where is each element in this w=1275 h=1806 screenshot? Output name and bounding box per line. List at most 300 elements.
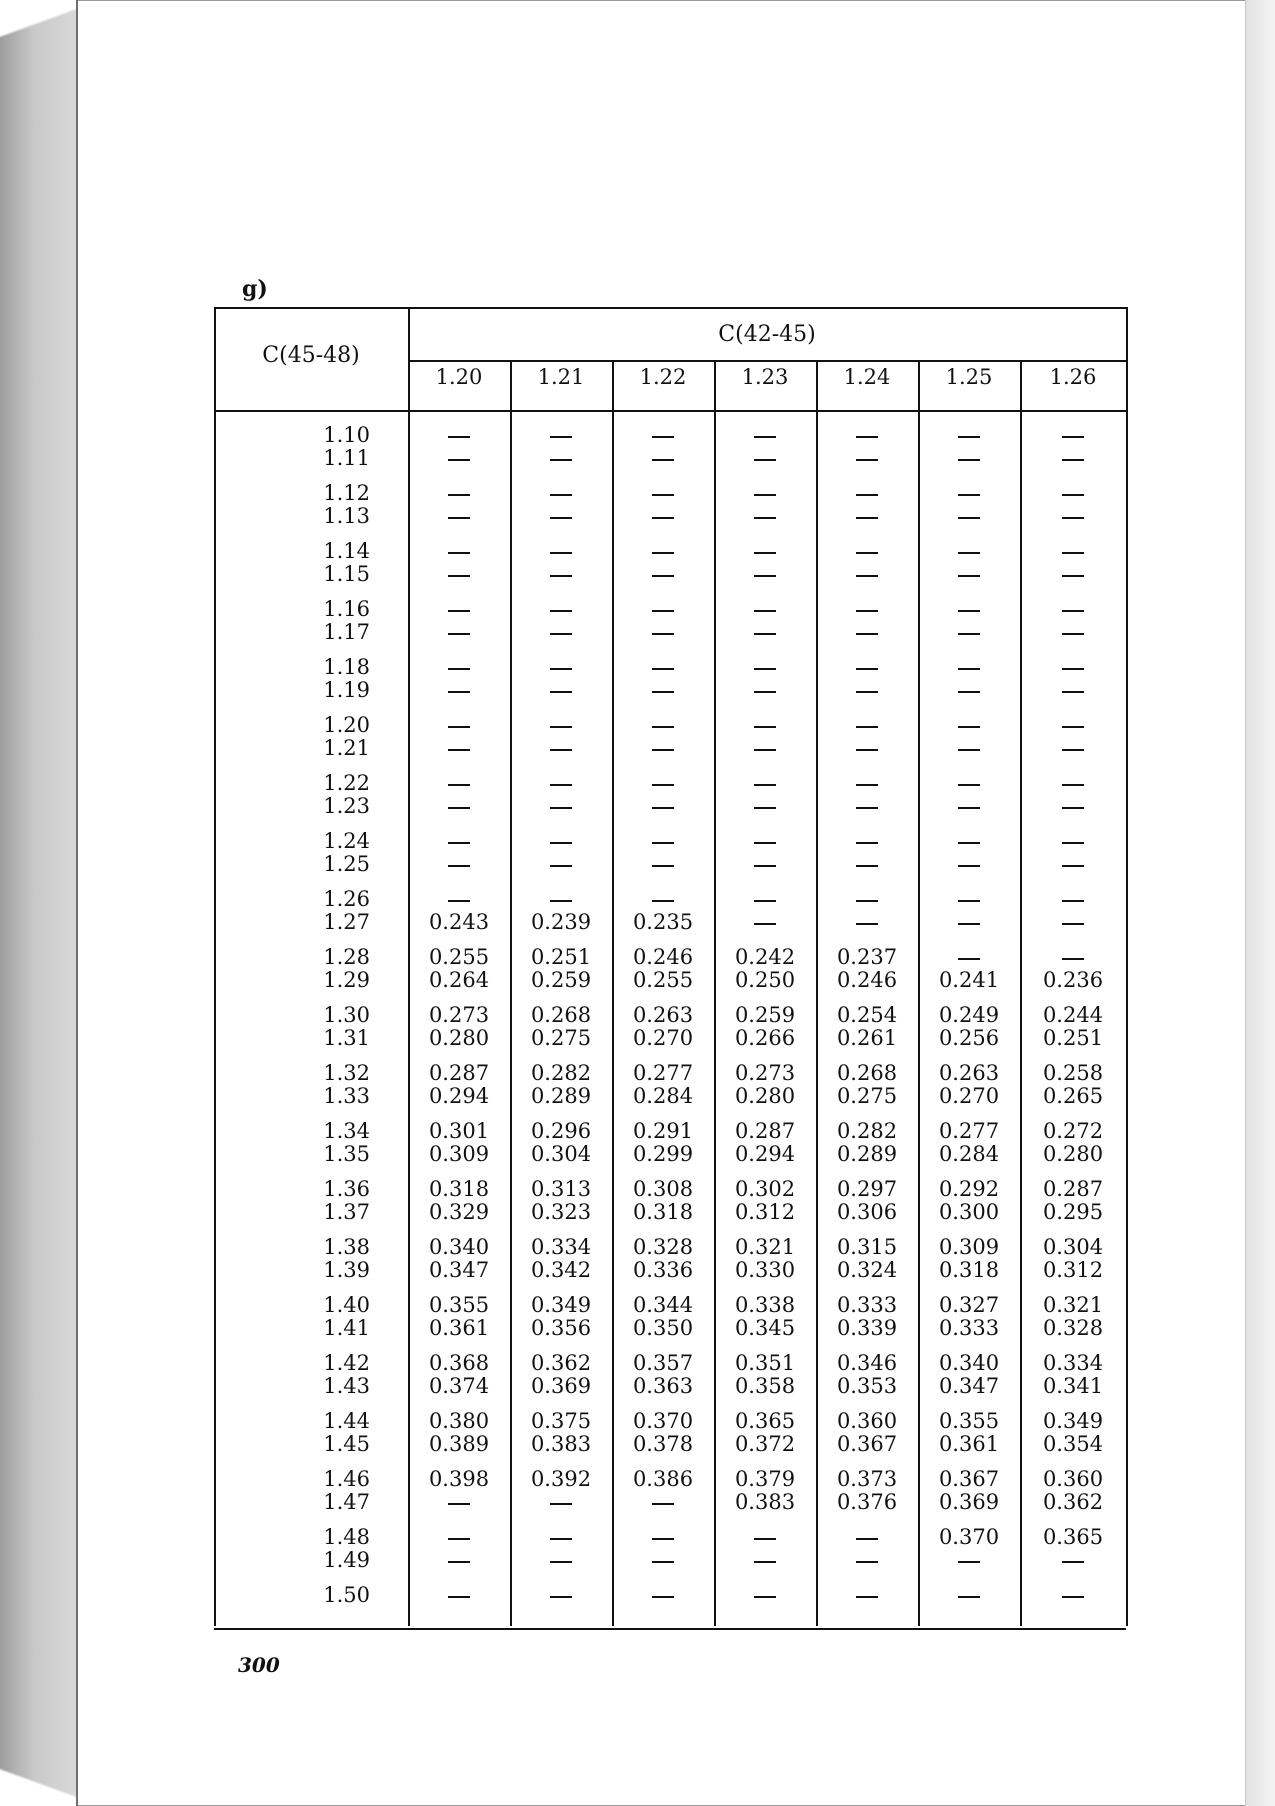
table-cell: 0.389 (428, 1432, 490, 1456)
row-label: 1.11 (323, 446, 370, 470)
table-cell (408, 714, 510, 737)
table-cell (408, 830, 510, 853)
table-cell (510, 714, 612, 737)
empty-value-dash (958, 436, 980, 438)
table-cell (816, 853, 918, 876)
empty-value-dash (754, 517, 776, 519)
table-cell: 0.259 (734, 1003, 796, 1027)
table-cell (714, 888, 816, 911)
table-cell (714, 911, 816, 934)
empty-value-dash (856, 575, 878, 577)
table-cell: 0.360 (836, 1409, 898, 1433)
empty-value-dash (448, 1503, 470, 1505)
empty-value-dash (448, 633, 470, 635)
table-cell: 0.272 (1042, 1119, 1104, 1143)
table-cell: 0.251 (530, 945, 592, 969)
table-cell (1020, 540, 1126, 563)
table-cell (918, 598, 1020, 621)
table-cell: 0.328 (1042, 1316, 1104, 1340)
empty-value-dash (958, 668, 980, 670)
table-cell (816, 772, 918, 795)
table-cell: 0.300 (938, 1200, 1000, 1224)
table-cell (918, 853, 1020, 876)
table-cell (918, 563, 1020, 586)
empty-value-dash (652, 784, 674, 786)
table-cell: 0.301 (428, 1119, 490, 1143)
spine-corner-top (0, 0, 76, 46)
table-cell (1020, 911, 1126, 934)
table-cell: 0.246 (632, 945, 694, 969)
table-cell (408, 1491, 510, 1514)
table-left-border (214, 307, 216, 1626)
table-cell: 0.370 (938, 1525, 1000, 1549)
table-cell (714, 598, 816, 621)
table-cell (1020, 853, 1126, 876)
row-label: 1.35 (323, 1142, 370, 1166)
table-cell (816, 505, 918, 528)
row-label: 1.30 (323, 1003, 370, 1027)
table-cell: 0.374 (428, 1374, 490, 1398)
table-cell: 0.263 (938, 1061, 1000, 1085)
empty-value-dash (856, 784, 878, 786)
table-cell (816, 482, 918, 505)
row-label: 1.40 (323, 1293, 370, 1317)
table-cell: 0.287 (428, 1061, 490, 1085)
empty-value-dash (652, 900, 674, 902)
table-cell (1020, 1584, 1126, 1607)
table-cell: 0.258 (1042, 1061, 1104, 1085)
table-cell (612, 598, 714, 621)
table-cell: 0.318 (938, 1258, 1000, 1282)
table-cell: 0.256 (938, 1026, 1000, 1050)
column-header: 1.23 (741, 365, 789, 389)
table-cell: 0.386 (632, 1467, 694, 1491)
table-cell: 0.291 (632, 1119, 694, 1143)
empty-value-dash (856, 691, 878, 693)
table-cell: 0.355 (428, 1293, 490, 1317)
empty-value-dash (958, 1561, 980, 1563)
column-header: 1.20 (435, 365, 483, 389)
empty-value-dash (1062, 610, 1084, 612)
table-cell: 0.369 (938, 1490, 1000, 1514)
empty-value-dash (652, 610, 674, 612)
empty-value-dash (856, 633, 878, 635)
table-cell (714, 1584, 816, 1607)
table-cell: 0.327 (938, 1293, 1000, 1317)
table-cell: 0.259 (530, 968, 592, 992)
empty-value-dash (448, 726, 470, 728)
empty-value-dash (448, 842, 470, 844)
empty-value-dash (754, 610, 776, 612)
empty-value-dash (856, 1538, 878, 1540)
row-label: 1.50 (323, 1583, 370, 1607)
table-cell (408, 424, 510, 447)
table-cell (714, 505, 816, 528)
empty-value-dash (754, 900, 776, 902)
page-edge (1245, 0, 1275, 1806)
table-cell (612, 1549, 714, 1572)
table-cell (408, 563, 510, 586)
table-cell: 0.329 (428, 1200, 490, 1224)
table-cell (612, 540, 714, 563)
table-cell (918, 830, 1020, 853)
table-cell (714, 621, 816, 644)
empty-value-dash (1062, 633, 1084, 635)
empty-value-dash (448, 517, 470, 519)
table-cell (816, 540, 918, 563)
table-cell (612, 679, 714, 702)
table-cell (816, 830, 918, 853)
table-cell (816, 424, 918, 447)
table-cell (510, 656, 612, 679)
row-label: 1.25 (323, 852, 370, 876)
table-cell: 0.284 (938, 1142, 1000, 1166)
empty-value-dash (958, 552, 980, 554)
empty-value-dash (754, 842, 776, 844)
table-cell (1020, 795, 1126, 818)
table-cell (510, 1526, 612, 1549)
row-label: 1.15 (323, 562, 370, 586)
table-cell: 0.308 (632, 1177, 694, 1201)
empty-value-dash (652, 1503, 674, 1505)
empty-value-dash (856, 865, 878, 867)
table-cell (408, 795, 510, 818)
table-cell (510, 853, 612, 876)
table-cell: 0.362 (530, 1351, 592, 1375)
table-cell (408, 1584, 510, 1607)
table-cell (510, 888, 612, 911)
table-cell: 0.358 (734, 1374, 796, 1398)
table-cell: 0.289 (530, 1084, 592, 1108)
empty-value-dash (1062, 749, 1084, 751)
row-label: 1.48 (323, 1525, 370, 1549)
table-cell: 0.383 (734, 1490, 796, 1514)
table-cell: 0.334 (1042, 1351, 1104, 1375)
table-cell (714, 679, 816, 702)
table-cell (714, 424, 816, 447)
table-cell: 0.360 (1042, 1467, 1104, 1491)
table-cell (408, 1526, 510, 1549)
empty-value-dash (754, 923, 776, 925)
empty-value-dash (958, 807, 980, 809)
empty-value-dash (856, 552, 878, 554)
empty-value-dash (754, 552, 776, 554)
row-label: 1.16 (323, 597, 370, 621)
empty-value-dash (448, 900, 470, 902)
empty-value-dash (1062, 726, 1084, 728)
table-cell: 0.265 (1042, 1084, 1104, 1108)
table-cell (510, 621, 612, 644)
table-cell: 0.270 (632, 1026, 694, 1050)
table-cell (918, 1549, 1020, 1572)
table-cell: 0.309 (428, 1142, 490, 1166)
row-variable-header: C(45-48) (262, 343, 360, 368)
empty-value-dash (958, 459, 980, 461)
table-cell: 0.246 (836, 968, 898, 992)
table-cell: 0.347 (428, 1258, 490, 1282)
table-cell: 0.362 (1042, 1490, 1104, 1514)
table-cell (918, 795, 1020, 818)
table-cell: 0.289 (836, 1142, 898, 1166)
empty-value-dash (856, 1561, 878, 1563)
row-label: 1.22 (323, 771, 370, 795)
empty-value-dash (856, 807, 878, 809)
table-cell (612, 737, 714, 760)
table-cell (816, 1549, 918, 1572)
empty-value-dash (448, 668, 470, 670)
table-cell: 0.370 (632, 1409, 694, 1433)
empty-value-dash (958, 958, 980, 960)
table-cell (816, 656, 918, 679)
table-cell (918, 540, 1020, 563)
empty-value-dash (550, 575, 572, 577)
empty-value-dash (550, 1503, 572, 1505)
empty-value-dash (448, 749, 470, 751)
table-cell: 0.336 (632, 1258, 694, 1282)
empty-value-dash (754, 575, 776, 577)
table-cell: 0.318 (632, 1200, 694, 1224)
table-cell: 0.266 (734, 1026, 796, 1050)
table-cell: 0.282 (836, 1119, 898, 1143)
table-cell: 0.237 (836, 945, 898, 969)
table-cell (816, 714, 918, 737)
table-cell (612, 424, 714, 447)
table-cell: 0.361 (938, 1432, 1000, 1456)
empty-value-dash (550, 749, 572, 751)
table-cell (510, 795, 612, 818)
table-cell (816, 621, 918, 644)
empty-value-dash (550, 1561, 572, 1563)
row-label: 1.32 (323, 1061, 370, 1085)
table-cell: 0.287 (734, 1119, 796, 1143)
table-cell (612, 563, 714, 586)
empty-value-dash (1062, 900, 1084, 902)
table-cell: 0.309 (938, 1235, 1000, 1259)
table-cell (612, 772, 714, 795)
row-label: 1.19 (323, 678, 370, 702)
table-cell: 0.270 (938, 1084, 1000, 1108)
empty-value-dash (754, 459, 776, 461)
table-cell: 0.333 (938, 1316, 1000, 1340)
table-cell: 0.277 (938, 1119, 1000, 1143)
empty-value-dash (958, 610, 980, 612)
empty-value-dash (1062, 459, 1084, 461)
table-cell: 0.295 (1042, 1200, 1104, 1224)
table-cell (714, 772, 816, 795)
empty-value-dash (754, 436, 776, 438)
table-cell: 0.249 (938, 1003, 1000, 1027)
table-cell: 0.255 (632, 968, 694, 992)
table-cell (918, 679, 1020, 702)
table-cell (510, 1549, 612, 1572)
table-cell (918, 447, 1020, 470)
table-cell: 0.294 (428, 1084, 490, 1108)
table-cell: 0.243 (428, 910, 490, 934)
empty-value-dash (754, 633, 776, 635)
header-subdivider (408, 360, 1126, 362)
table-cell: 0.268 (836, 1061, 898, 1085)
table-cell: 0.339 (836, 1316, 898, 1340)
table-cell (1020, 505, 1126, 528)
table-cell: 0.376 (836, 1490, 898, 1514)
table-cell: 0.236 (1042, 968, 1104, 992)
table-cell (816, 563, 918, 586)
table-cell: 0.280 (1042, 1142, 1104, 1166)
table-cell (918, 888, 1020, 911)
table-cell (510, 772, 612, 795)
empty-value-dash (958, 1596, 980, 1598)
table-cell (1020, 714, 1126, 737)
table-cell: 0.363 (632, 1374, 694, 1398)
table-cell (918, 505, 1020, 528)
empty-value-dash (856, 494, 878, 496)
row-label: 1.46 (323, 1467, 370, 1491)
empty-value-dash (1062, 842, 1084, 844)
empty-value-dash (652, 1538, 674, 1540)
table-cell (612, 505, 714, 528)
table-cell (714, 482, 816, 505)
spine-corner-bottom (0, 1760, 76, 1806)
table-cell (1020, 482, 1126, 505)
row-label: 1.24 (323, 829, 370, 853)
empty-value-dash (856, 1596, 878, 1598)
empty-value-dash (958, 575, 980, 577)
empty-value-dash (754, 1538, 776, 1540)
empty-value-dash (652, 517, 674, 519)
row-label: 1.36 (323, 1177, 370, 1201)
row-label: 1.13 (323, 504, 370, 528)
empty-value-dash (550, 900, 572, 902)
empty-value-dash (1062, 668, 1084, 670)
table-cell (408, 505, 510, 528)
table-cell (918, 946, 1020, 969)
empty-value-dash (958, 517, 980, 519)
table-cell (510, 424, 612, 447)
table-cell: 0.312 (734, 1200, 796, 1224)
table-cell: 0.299 (632, 1142, 694, 1166)
table-cell: 0.284 (632, 1084, 694, 1108)
table-cell (510, 482, 612, 505)
row-label: 1.44 (323, 1409, 370, 1433)
empty-value-dash (652, 436, 674, 438)
table-cell (510, 1584, 612, 1607)
empty-value-dash (1062, 575, 1084, 577)
empty-value-dash (856, 900, 878, 902)
table-cell (1020, 598, 1126, 621)
table-cell: 0.361 (428, 1316, 490, 1340)
empty-value-dash (856, 749, 878, 751)
column-header: 1.22 (639, 365, 687, 389)
table-cell (510, 540, 612, 563)
table-cell (816, 1526, 918, 1549)
table-cell: 0.324 (836, 1258, 898, 1282)
empty-value-dash (856, 842, 878, 844)
table-cell (714, 795, 816, 818)
table-cell: 0.344 (632, 1293, 694, 1317)
empty-value-dash (652, 726, 674, 728)
table-cell (612, 888, 714, 911)
row-label: 1.34 (323, 1119, 370, 1143)
table-cell (612, 1491, 714, 1514)
empty-value-dash (652, 575, 674, 577)
table-cell (816, 447, 918, 470)
row-label: 1.27 (323, 910, 370, 934)
table-cell: 0.353 (836, 1374, 898, 1398)
table-cell: 0.254 (836, 1003, 898, 1027)
empty-value-dash (856, 517, 878, 519)
empty-value-dash (856, 726, 878, 728)
empty-value-dash (754, 1596, 776, 1598)
table-cell (918, 911, 1020, 934)
table-cell: 0.239 (530, 910, 592, 934)
table-cell (1020, 679, 1126, 702)
row-label: 1.29 (323, 968, 370, 992)
row-label: 1.37 (323, 1200, 370, 1224)
table-cell: 0.321 (734, 1235, 796, 1259)
table-cell: 0.349 (530, 1293, 592, 1317)
table-cell: 0.346 (836, 1351, 898, 1375)
table-cell: 0.367 (938, 1467, 1000, 1491)
empty-value-dash (550, 1596, 572, 1598)
table-cell (918, 772, 1020, 795)
row-label: 1.31 (323, 1026, 370, 1050)
empty-value-dash (652, 1561, 674, 1563)
empty-value-dash (958, 494, 980, 496)
empty-value-dash (856, 436, 878, 438)
table-cell: 0.263 (632, 1003, 694, 1027)
table-cell: 0.369 (530, 1374, 592, 1398)
table-cell: 0.241 (938, 968, 1000, 992)
table-right-border (1126, 307, 1128, 1626)
table-cell: 0.340 (938, 1351, 1000, 1375)
table-cell: 0.302 (734, 1177, 796, 1201)
table-cell (816, 737, 918, 760)
empty-value-dash (1062, 1596, 1084, 1598)
table-cell: 0.373 (836, 1467, 898, 1491)
table-cell: 0.273 (734, 1061, 796, 1085)
table-cell: 0.323 (530, 1200, 592, 1224)
table-cell: 0.268 (530, 1003, 592, 1027)
table-cell: 0.275 (530, 1026, 592, 1050)
table-cell: 0.355 (938, 1409, 1000, 1433)
table-cell (714, 714, 816, 737)
row-label: 1.12 (323, 481, 370, 505)
empty-value-dash (550, 552, 572, 554)
table-cell (612, 447, 714, 470)
column-header: 1.25 (945, 365, 993, 389)
row-label: 1.43 (323, 1374, 370, 1398)
table-cell: 0.378 (632, 1432, 694, 1456)
table-cell (510, 598, 612, 621)
row-label: 1.41 (323, 1316, 370, 1340)
column-header: 1.21 (537, 365, 585, 389)
table-cell: 0.315 (836, 1235, 898, 1259)
empty-value-dash (958, 726, 980, 728)
table-cell (1020, 830, 1126, 853)
table-cell: 0.312 (1042, 1258, 1104, 1282)
empty-value-dash (1062, 517, 1084, 519)
table-cell (918, 424, 1020, 447)
table-cell: 0.235 (632, 910, 694, 934)
column-header: 1.26 (1049, 365, 1097, 389)
table-cell (612, 714, 714, 737)
empty-value-dash (550, 691, 572, 693)
table-cell (714, 737, 816, 760)
row-label: 1.26 (323, 887, 370, 911)
empty-value-dash (856, 459, 878, 461)
empty-value-dash (550, 784, 572, 786)
row-label: 1.14 (323, 539, 370, 563)
